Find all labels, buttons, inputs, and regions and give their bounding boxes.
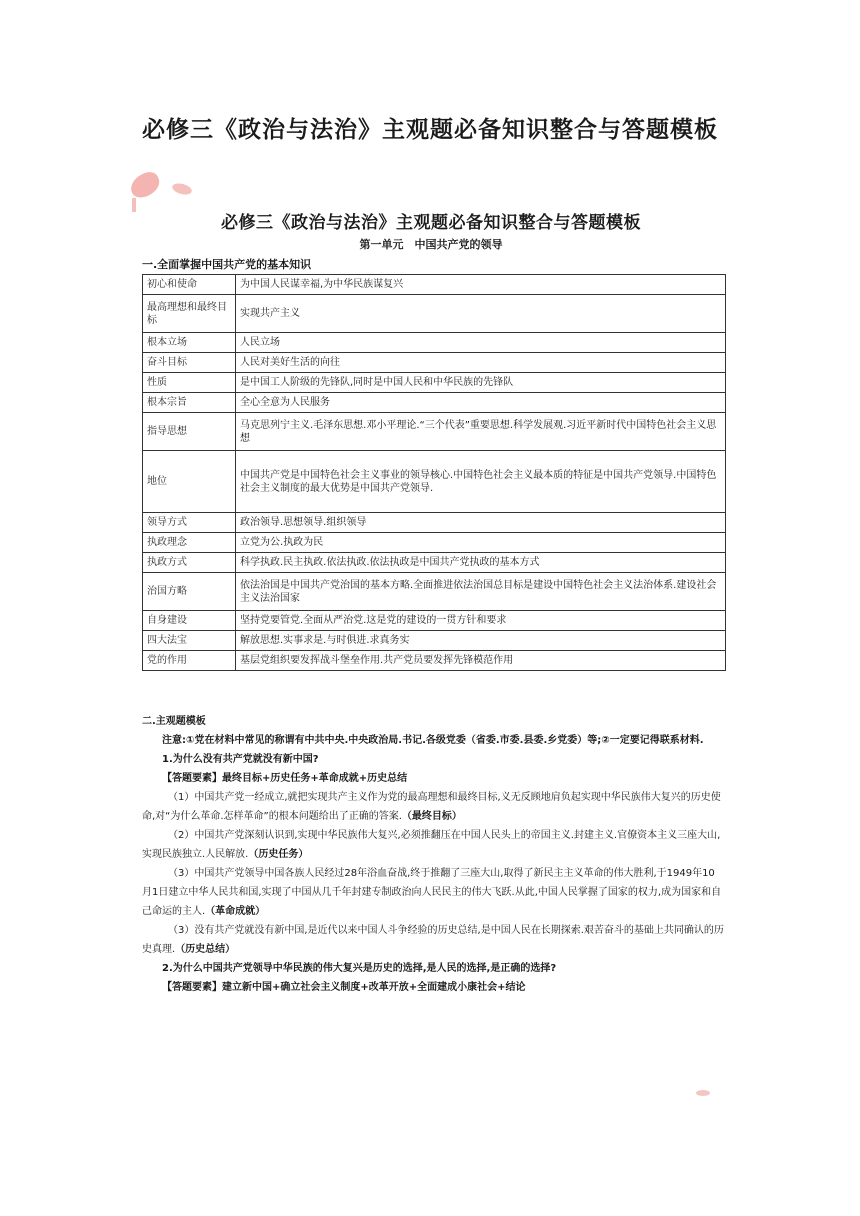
table-key: 领导方式 — [143, 513, 236, 533]
table-key: 指导思想 — [143, 413, 236, 451]
document-title: 必修三《政治与法治》主观题必备知识整合与答题模板 — [221, 213, 641, 233]
template-section — [142, 712, 724, 997]
table-value: 基层党组织要发挥战斗堡垒作用.共产党员要发挥先锋模范作用 — [236, 651, 726, 671]
table-row — [143, 353, 726, 373]
table-row — [143, 295, 726, 333]
section-heading: 二.主观题模板 — [142, 716, 206, 727]
table-key: 最高理想和最终目标 — [143, 295, 236, 333]
note-text: 注意:①党在材料中常见的称谓有中共中央.中央政治局.书记.各级党委（省委.市委.县委.乡党委）等;②一定要记得联系材料. — [162, 735, 704, 746]
table-key: 根本宗旨 — [143, 393, 236, 413]
table-value: 全心全意为人民服务 — [236, 393, 726, 413]
table-key: 治国方略 — [143, 573, 236, 611]
table-row — [143, 513, 726, 533]
section-heading: 一.全面掌握中国共产党的基本知识 — [142, 258, 312, 271]
answer-paragraph — [142, 864, 724, 921]
answer-tag: （最终目标） — [401, 811, 462, 822]
table-row — [143, 393, 726, 413]
table-row — [143, 573, 726, 611]
table-value: 立党为公.执政为民 — [236, 533, 726, 553]
table-key: 执政方式 — [143, 553, 236, 573]
answer-text: （1）中国共产党一经成立,就把实现共产主义作为党的最高理想和最终目标,义无反顾地肩负起实现中华民族伟大复兴的历史使命,对“为什么革命.怎样革命”的根本问题给出了正确的答案. — [142, 792, 721, 822]
table-row — [143, 533, 726, 553]
question-heading: 2.为什么中国共产党领导中华民族的伟大复兴是历史的选择,是人民的选择,是正确的选择? — [162, 963, 557, 974]
table-row — [143, 373, 726, 393]
table-value: 依法治国是中国共产党治国的基本方略.全面推进依法治国总目标是建设中国特色社会主义法治体系.建设社会主义法治国家 — [236, 573, 726, 611]
table-value: 坚持党要管党.全面从严治党.这是党的建设的一贯方针和要求 — [236, 611, 726, 631]
unit-title: 第一单元 中国共产党的领导 — [359, 238, 503, 251]
table-key: 奋斗目标 — [143, 353, 236, 373]
answer-tag: （革命成就） — [205, 906, 266, 917]
answer-paragraph — [142, 826, 724, 864]
petal-decoration — [171, 182, 193, 197]
answer-elements: 【答题要素】最终目标+历史任务+革命成就+历史总结 — [162, 773, 408, 784]
table-value: 人民立场 — [236, 333, 726, 353]
answer-text: （3）没有共产党就没有新中国,是近代以来中国人斗争经验的历史总结,是中国人民在长期探索.艰苦奋斗的基础上共同确认的历史真理. — [142, 925, 724, 955]
answer-text: （2）中国共产党深刻认识到,实现中华民族伟大复兴,必须推翻压在中国人民头上的帝国主义.封建主义.官僚资本主义三座大山,实现民族独立.人民解放. — [142, 830, 721, 860]
table-key: 初心和使命 — [143, 275, 236, 295]
table-key: 性质 — [143, 373, 236, 393]
table-key: 自身建设 — [143, 611, 236, 631]
table-key: 党的作用 — [143, 651, 236, 671]
table-key: 根本立场 — [143, 333, 236, 353]
answer-text: （3）中国共产党领导中国各族人民经过28年浴血奋战,终于推翻了三座大山,取得了新民主主义革命的伟大胜利,于1949年10月1日建立中华人民共和国,实现了中国从几千年封建专制政治向人民民主的伟大飞跃.从此,中国人民掌握了国家的权力,成为国家和自己命运的主人. — [142, 868, 722, 917]
table-value: 为中国人民谋幸福,为中华民族谋复兴 — [236, 275, 726, 295]
table-row — [143, 275, 726, 295]
answer-tag: （历史总结） — [175, 944, 236, 955]
table-row — [143, 451, 726, 513]
answer-paragraph — [142, 921, 724, 959]
table-value: 政治领导.思想领导.组织领导 — [236, 513, 726, 533]
table-value: 人民对美好生活的向往 — [236, 353, 726, 373]
table-row — [143, 651, 726, 671]
table-value: 科学执政.民主执政.依法执政.依法执政是中国共产党执政的基本方式 — [236, 553, 726, 573]
table-key: 四大法宝 — [143, 631, 236, 651]
table-key: 地位 — [143, 451, 236, 513]
petal-decoration — [127, 169, 163, 202]
table-row — [143, 631, 726, 651]
document-image — [128, 172, 734, 1098]
table-value: 是中国工人阶级的先锋队,同时是中国人民和中华民族的先锋队 — [236, 373, 726, 393]
table-value: 马克思列宁主义.毛泽东思想.邓小平理论.“三个代表”重要思想.科学发展观.习近平新时代中国特色社会主义思想 — [236, 413, 726, 451]
table-value: 实现共产主义 — [236, 295, 726, 333]
answer-elements: 【答题要素】建立新中国+确立社会主义制度+改革开放+全面建成小康社会+结论 — [162, 982, 526, 993]
knowledge-table — [142, 274, 726, 671]
table-key: 执政理念 — [143, 533, 236, 553]
table-row — [143, 553, 726, 573]
table-row — [143, 333, 726, 353]
page-title: 必修三《政治与法治》主观题必备知识整合与答题模板 — [142, 117, 718, 143]
table-value: 中国共产党是中国特色社会主义事业的领导核心.中国特色社会主义最本质的特征是中国共产党领导.中国特色社会主义制度的最大优势是中国共产党领导. — [236, 451, 726, 513]
table-row — [143, 611, 726, 631]
answer-tag: （历史任务） — [248, 849, 309, 860]
petal-decoration — [696, 1090, 710, 1096]
table-value: 解放思想.实事求是.与时俱进.求真务实 — [236, 631, 726, 651]
answer-paragraph — [142, 788, 724, 826]
table-row — [143, 413, 726, 451]
question-heading: 1.为什么没有共产党就没有新中国? — [162, 754, 319, 765]
